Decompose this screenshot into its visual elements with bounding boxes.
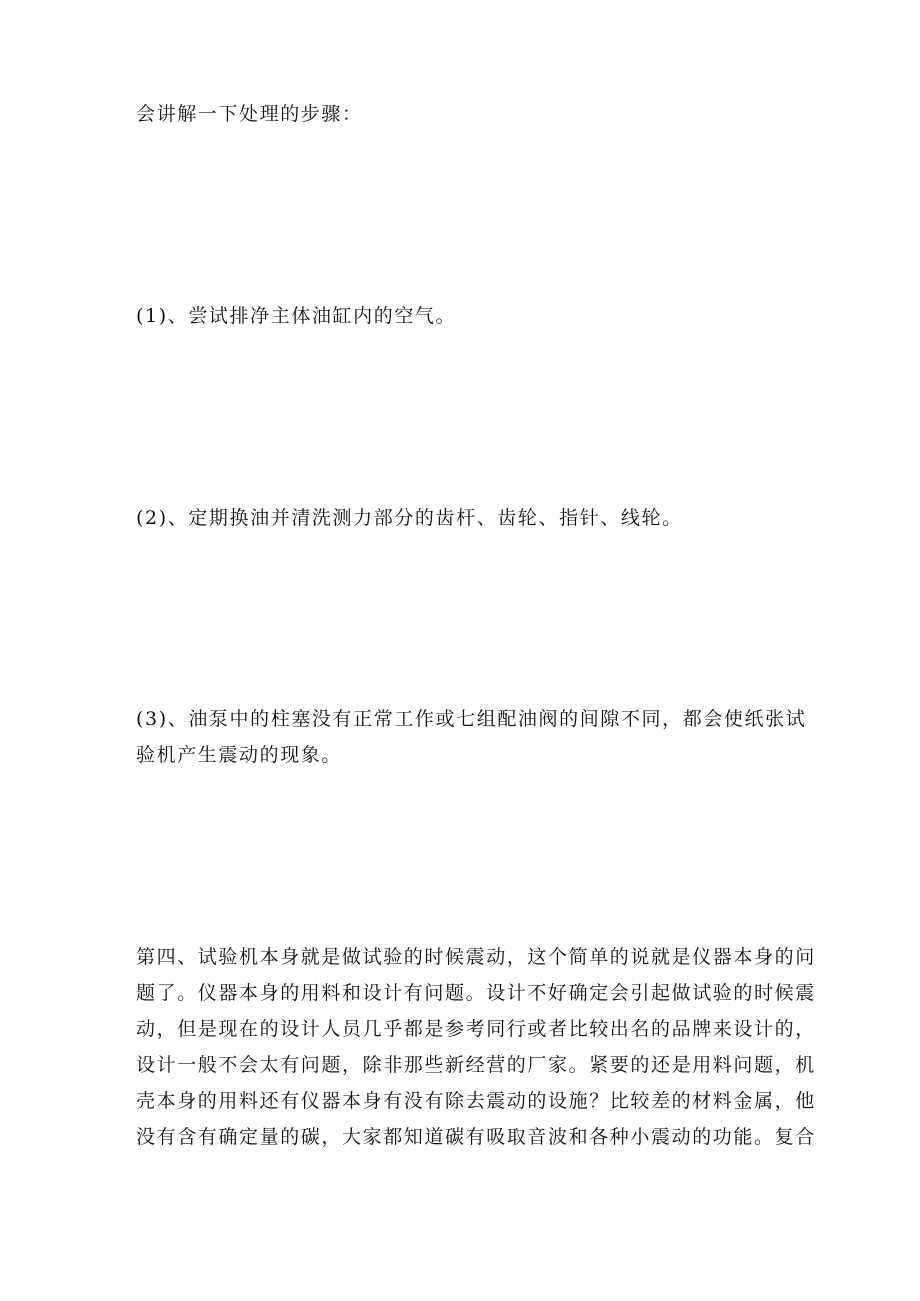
section-4-line-1: 第四、试验机本身就是做试验的时候震动，这个简单的说就是仪器本身的问 xyxy=(136,946,816,968)
section-4-line-6: 没有含有确定量的碳，大家都知道碳有吸取音波和各种小震动的功能。复合 xyxy=(136,1126,816,1148)
intro-text: 会讲解一下处理的步骤： xyxy=(136,103,363,125)
intro-paragraph xyxy=(136,96,796,132)
step-2-text: (2)、定期换油并清洗测力部分的齿杆、齿轮、指针、线轮。 xyxy=(136,507,683,529)
section-4-line-5: 壳本身的用料还有仪器本身有没有除去震动的设施？比较差的材料金属，他 xyxy=(136,1090,816,1112)
step-3-line-2: 验机产生震动的现象。 xyxy=(136,744,343,766)
section-4-line-4: 设计一般不会太有问题，除非那些新经营的厂家。紧要的还是用料问题，机 xyxy=(136,1054,816,1076)
section-4-line-2: 题了。仪器本身的用料和设计有问题。设计不好确定会引起做试验的时候震 xyxy=(136,982,816,1004)
step-3-line-1: (3)、油泵中的柱塞没有正常工作或七组配油阀的间隙不同，都会使纸张试 xyxy=(136,708,807,730)
step-1-text: (1)、尝试排净主体油缸内的空气。 xyxy=(136,305,457,327)
step-1-paragraph xyxy=(136,298,796,334)
step-3-paragraph xyxy=(136,701,807,773)
section-4-line-3: 动，但是现在的设计人员几乎都是参考同行或者比较出名的品牌来设计的， xyxy=(136,1018,816,1040)
section-4-paragraph xyxy=(136,939,816,1155)
step-2-paragraph xyxy=(136,500,796,536)
